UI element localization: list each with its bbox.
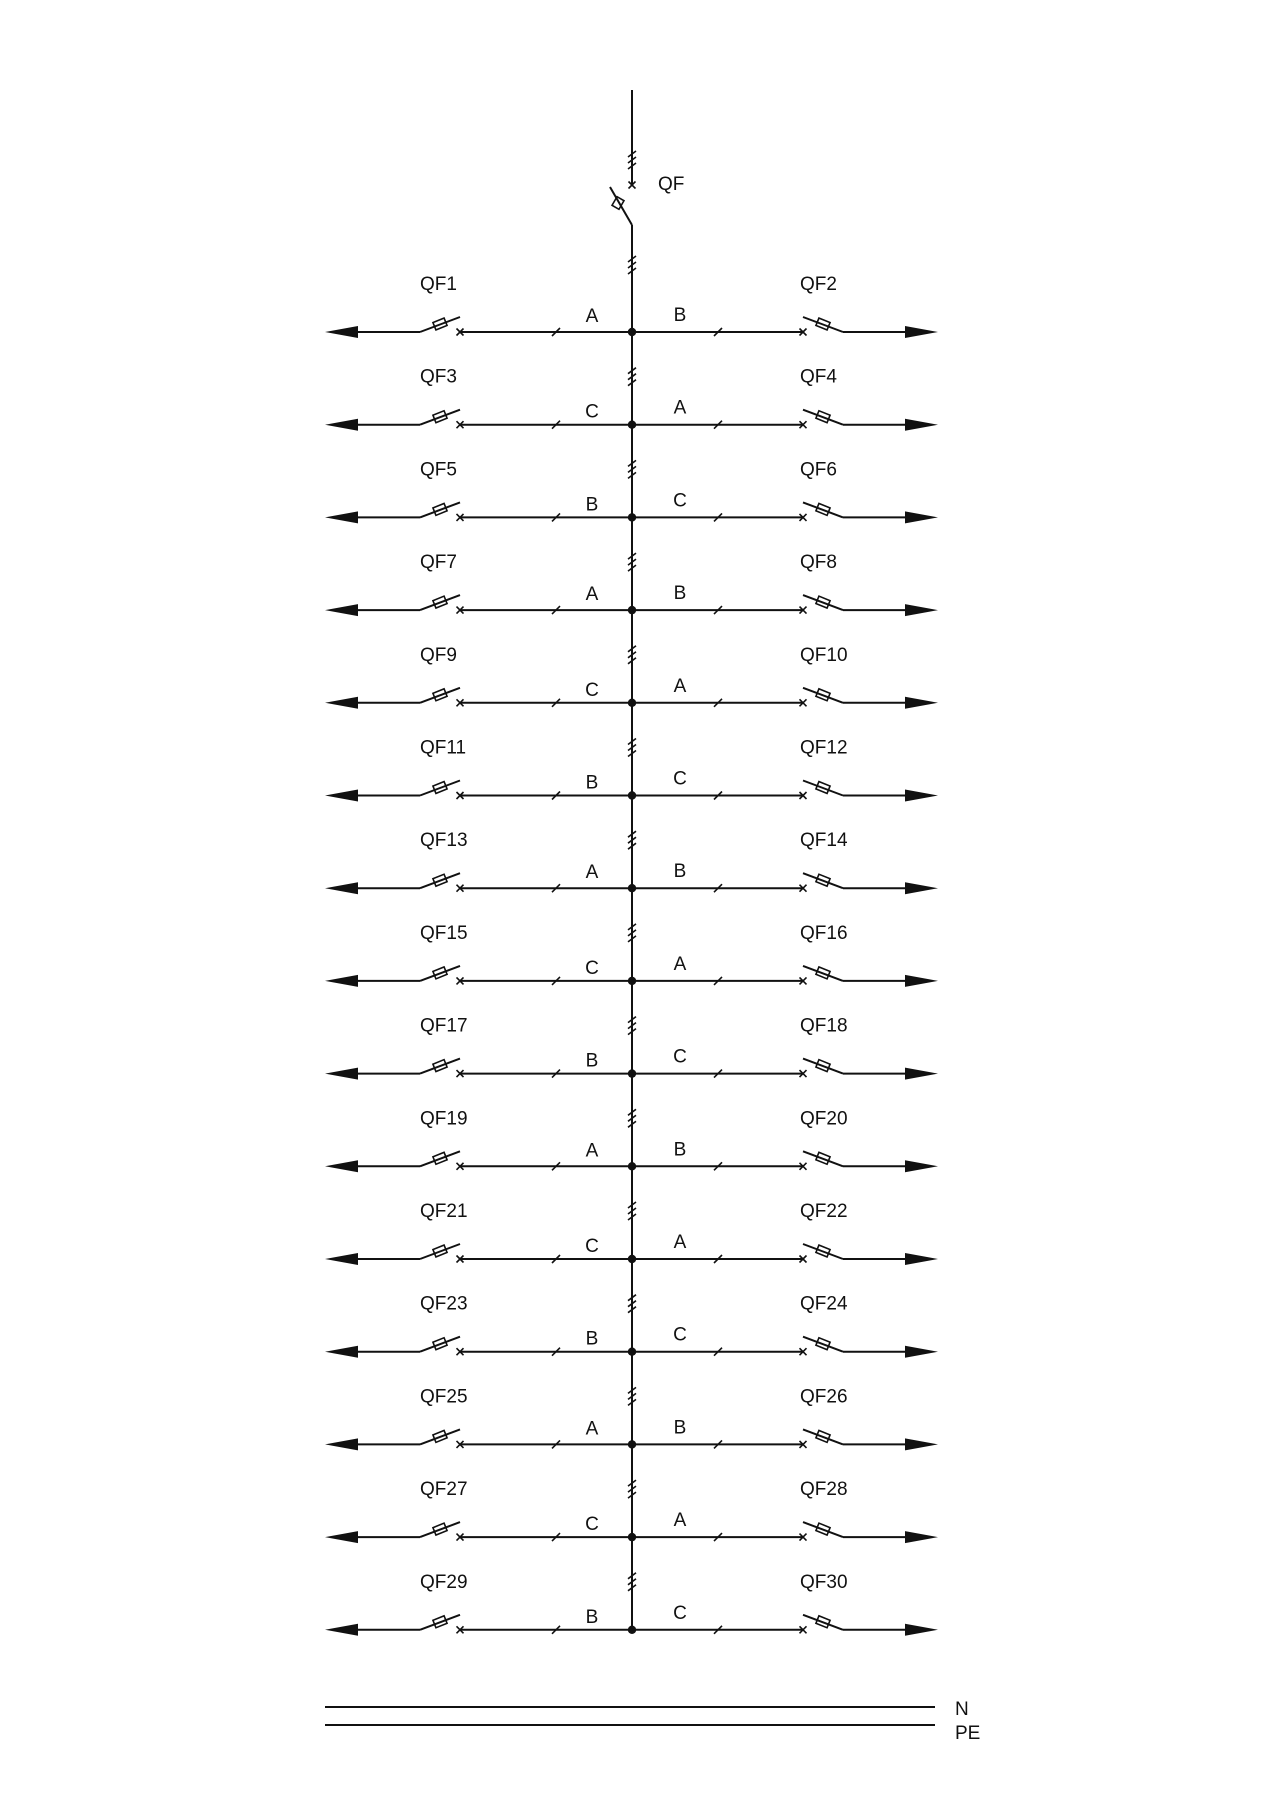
circuit-breaker-icon bbox=[803, 1059, 843, 1074]
phase-label: B bbox=[585, 1050, 599, 1072]
circuit-breaker-icon bbox=[803, 1615, 843, 1630]
circuit-breaker-icon bbox=[420, 595, 460, 610]
phase-label: C bbox=[673, 1046, 687, 1068]
arrowhead-icon bbox=[325, 1531, 358, 1543]
breaker-label: QF19 bbox=[420, 1108, 468, 1130]
breaker-label: QF22 bbox=[800, 1201, 848, 1222]
breaker-label: QF4 bbox=[800, 366, 837, 388]
branch-right bbox=[632, 645, 938, 709]
phase-label: A bbox=[673, 1510, 687, 1532]
phase-label: B bbox=[585, 772, 599, 794]
arrowhead-icon bbox=[905, 326, 938, 338]
three-conductor-mark-icon bbox=[628, 553, 636, 571]
breaker-label: QF30 bbox=[800, 1571, 848, 1593]
phase-label: B bbox=[673, 305, 687, 326]
bus-label: N bbox=[955, 1699, 969, 1720]
three-conductor-mark-icon bbox=[628, 1202, 636, 1220]
phase-label: B bbox=[673, 1139, 687, 1161]
breaker-label: QF13 bbox=[420, 830, 468, 852]
branch-left bbox=[325, 552, 632, 616]
arrowhead-icon bbox=[325, 975, 358, 987]
branch-left bbox=[325, 1386, 632, 1450]
breaker-label: QF16 bbox=[800, 922, 848, 944]
phase-label: A bbox=[585, 306, 599, 327]
arrowhead-icon bbox=[905, 882, 938, 894]
three-conductor-mark-icon bbox=[628, 256, 636, 274]
circuit-breaker-icon bbox=[803, 1151, 843, 1166]
branch-left bbox=[325, 645, 632, 709]
phase-label: C bbox=[673, 1324, 687, 1346]
arrowhead-icon bbox=[325, 326, 358, 338]
branch-left bbox=[325, 738, 632, 802]
arrowhead-icon bbox=[905, 697, 938, 709]
branch-right bbox=[632, 1294, 938, 1358]
circuit-breaker-icon bbox=[420, 410, 460, 425]
arrowhead-icon bbox=[905, 1160, 938, 1172]
bus-n bbox=[325, 1699, 969, 1720]
arrowhead-icon bbox=[905, 511, 938, 523]
phase-label: A bbox=[673, 675, 687, 697]
arrowhead-icon bbox=[905, 1253, 938, 1265]
breaker-label: QF26 bbox=[800, 1386, 848, 1408]
branch-left bbox=[325, 1294, 632, 1358]
circuit-breaker-icon bbox=[420, 781, 460, 796]
circuit-breaker-icon bbox=[803, 317, 843, 332]
circuit-breaker-icon bbox=[803, 1522, 843, 1537]
arrowhead-icon bbox=[325, 1624, 358, 1636]
arrowhead-icon bbox=[325, 1346, 358, 1358]
bus-label: PE bbox=[955, 1723, 981, 1744]
branch-right bbox=[632, 923, 938, 987]
branch-left bbox=[325, 1201, 632, 1265]
three-conductor-mark-icon bbox=[628, 1109, 636, 1127]
breaker-label: QF10 bbox=[800, 644, 848, 666]
circuit-breaker-icon bbox=[803, 966, 843, 981]
branch-left bbox=[325, 1108, 632, 1172]
arrowhead-icon bbox=[905, 419, 938, 431]
arrowhead-icon bbox=[905, 790, 938, 802]
arrowhead-icon bbox=[325, 419, 358, 431]
branch-left bbox=[325, 1572, 632, 1636]
arrowhead-icon bbox=[325, 1438, 358, 1450]
branch-right bbox=[632, 459, 938, 523]
breaker-label: QF24 bbox=[800, 1293, 848, 1315]
phase-label: B bbox=[673, 1417, 687, 1439]
three-conductor-mark-icon bbox=[628, 739, 636, 757]
branch-right bbox=[632, 367, 938, 431]
circuit-breaker-icon bbox=[610, 187, 632, 225]
circuit-breaker-icon bbox=[420, 1615, 460, 1630]
breaker-label: QF6 bbox=[800, 459, 837, 481]
branch-left bbox=[325, 1016, 632, 1080]
three-conductor-mark-icon bbox=[628, 831, 636, 849]
breaker-label: QF11 bbox=[420, 737, 467, 759]
branch-right bbox=[632, 1572, 938, 1636]
breaker-label: QF7 bbox=[420, 552, 457, 574]
circuit-breaker-icon bbox=[803, 502, 843, 517]
breaker-label: QF15 bbox=[420, 922, 468, 944]
branch-right bbox=[632, 1201, 938, 1265]
breaker-label: QF20 bbox=[800, 1108, 848, 1130]
circuit-breaker-icon bbox=[420, 1429, 460, 1444]
phase-label: A bbox=[585, 1418, 599, 1440]
three-conductor-mark-icon bbox=[628, 1480, 636, 1498]
phase-label: C bbox=[585, 401, 599, 423]
arrowhead-icon bbox=[905, 1624, 938, 1636]
branch-right bbox=[632, 552, 938, 616]
arrowhead-icon bbox=[325, 1160, 358, 1172]
branch-right bbox=[632, 1386, 938, 1450]
branch-right bbox=[632, 1479, 938, 1543]
phase-label: C bbox=[585, 679, 599, 701]
branch-left bbox=[325, 830, 632, 894]
breaker-label: QF8 bbox=[800, 552, 837, 574]
main-breaker-label: QF bbox=[658, 174, 685, 195]
branch-right bbox=[632, 274, 938, 338]
arrowhead-icon bbox=[905, 604, 938, 616]
neutral-pe-buses bbox=[325, 1699, 980, 1744]
breaker-label: QF9 bbox=[420, 644, 457, 666]
circuit-breaker-icon bbox=[420, 1337, 460, 1352]
three-conductor-mark-icon bbox=[628, 924, 636, 942]
circuit-breaker-icon bbox=[803, 873, 843, 888]
branch-left bbox=[325, 367, 632, 431]
three-conductor-mark-icon bbox=[628, 646, 636, 664]
phase-label: C bbox=[673, 768, 687, 790]
breaker-label: QF29 bbox=[420, 1571, 468, 1593]
phase-label: B bbox=[585, 1606, 599, 1628]
circuit-breaker-icon bbox=[420, 317, 460, 332]
arrowhead-icon bbox=[905, 1438, 938, 1450]
phase-label: B bbox=[673, 583, 687, 605]
arrowhead-icon bbox=[905, 1531, 938, 1543]
circuit-breaker-icon bbox=[803, 410, 843, 425]
circuit-breaker-icon bbox=[420, 1059, 460, 1074]
circuit-breaker-icon bbox=[420, 1244, 460, 1259]
arrowhead-icon bbox=[905, 975, 938, 987]
circuit-breaker-icon bbox=[420, 502, 460, 517]
breaker-label: QF2 bbox=[800, 274, 837, 295]
bus-pe bbox=[325, 1723, 980, 1744]
circuit-breaker-icon bbox=[420, 1522, 460, 1537]
phase-label: A bbox=[673, 1232, 687, 1253]
breaker-label: QF3 bbox=[420, 366, 457, 388]
circuit-breaker-icon bbox=[803, 688, 843, 703]
phase-label: A bbox=[585, 584, 599, 606]
circuit-breaker-icon bbox=[420, 966, 460, 981]
arrowhead-icon bbox=[325, 1068, 358, 1080]
phase-label: C bbox=[585, 957, 599, 979]
breaker-label: QF5 bbox=[420, 459, 457, 481]
branch-left bbox=[325, 1479, 632, 1543]
phase-label: A bbox=[585, 1140, 599, 1162]
breaker-label: QF28 bbox=[800, 1479, 848, 1501]
circuit-breaker-icon bbox=[803, 1429, 843, 1444]
breaker-label: QF21 bbox=[420, 1201, 468, 1222]
circuit-breaker-icon bbox=[803, 781, 843, 796]
breaker-label: QF12 bbox=[800, 737, 848, 759]
branch-left bbox=[325, 923, 632, 987]
three-conductor-mark-icon bbox=[628, 460, 636, 478]
phase-label: B bbox=[585, 1328, 599, 1350]
breaker-label: QF23 bbox=[420, 1293, 468, 1315]
breaker-label: QF17 bbox=[420, 1015, 468, 1037]
phase-label: A bbox=[585, 862, 599, 884]
three-conductor-mark-icon bbox=[628, 1573, 636, 1591]
branch-right bbox=[632, 1108, 938, 1172]
circuit-breaker-icon bbox=[803, 595, 843, 610]
branch-left bbox=[325, 459, 632, 523]
breaker-label: QF14 bbox=[800, 830, 848, 852]
arrowhead-icon bbox=[325, 511, 358, 523]
branch-right bbox=[632, 830, 938, 894]
three-conductor-mark-icon bbox=[628, 151, 636, 169]
three-conductor-mark-icon bbox=[628, 1387, 636, 1405]
circuit-breaker-icon bbox=[803, 1337, 843, 1352]
three-conductor-mark-icon bbox=[628, 368, 636, 386]
arrowhead-icon bbox=[325, 1253, 358, 1265]
circuit-breaker-icon bbox=[420, 688, 460, 703]
three-conductor-mark-icon bbox=[628, 1295, 636, 1313]
arrowhead-icon bbox=[905, 1346, 938, 1358]
phase-label: C bbox=[585, 1236, 599, 1257]
phase-label: A bbox=[673, 953, 687, 975]
arrowhead-icon bbox=[905, 1068, 938, 1080]
phase-label: A bbox=[673, 397, 687, 419]
branch-right bbox=[632, 738, 938, 802]
three-conductor-mark-icon bbox=[628, 1017, 636, 1035]
circuit-breaker-icon bbox=[420, 873, 460, 888]
arrowhead-icon bbox=[325, 882, 358, 894]
branch-right bbox=[632, 1016, 938, 1080]
circuit-breaker-icon bbox=[420, 1151, 460, 1166]
phase-label: B bbox=[585, 494, 599, 516]
arrowhead-icon bbox=[325, 697, 358, 709]
branch-left bbox=[325, 274, 632, 338]
breaker-label: QF27 bbox=[420, 1479, 468, 1501]
circuit-breaker-icon bbox=[803, 1244, 843, 1259]
breaker-label: QF18 bbox=[800, 1015, 848, 1037]
phase-label: C bbox=[585, 1514, 599, 1536]
phase-label: C bbox=[673, 1602, 687, 1624]
arrowhead-icon bbox=[325, 604, 358, 616]
phase-label: C bbox=[673, 490, 687, 512]
phase-label: B bbox=[673, 861, 687, 883]
breaker-label: QF1 bbox=[420, 274, 457, 295]
breaker-label: QF25 bbox=[420, 1386, 468, 1408]
arrowhead-icon bbox=[325, 790, 358, 802]
